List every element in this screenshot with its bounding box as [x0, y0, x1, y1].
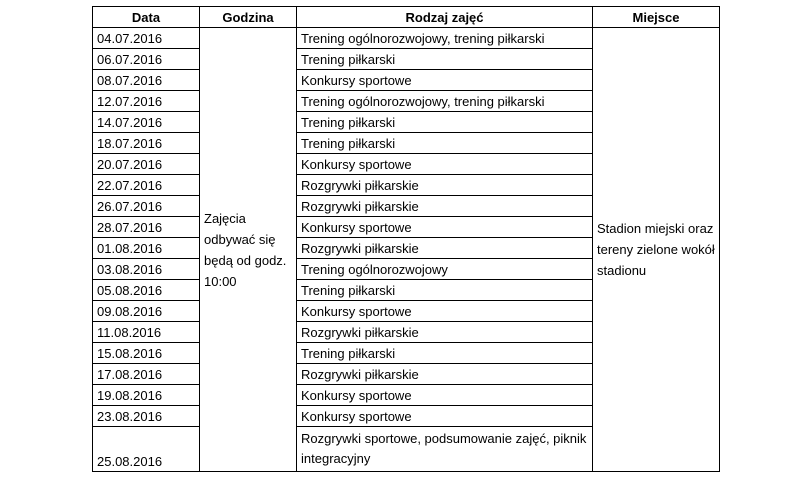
date-cell: 08.07.2016	[93, 70, 200, 91]
header-row	[93, 7, 720, 28]
activity-type-cell: Rozgrywki piłkarskie	[297, 175, 593, 196]
date-cell: 14.07.2016	[93, 112, 200, 133]
activity-type-cell: Rozgrywki piłkarskie	[297, 322, 593, 343]
activity-type-cell: Trening ogólnorozwojowy, trening piłkarski	[297, 91, 593, 112]
activity-type-cell: Konkursy sportowe	[297, 217, 593, 238]
activity-type-cell: Trening ogólnorozwojowy, trening piłkarski	[297, 28, 593, 49]
place-cell: Stadion miejski oraz tereny zielone wokół stadionu	[593, 28, 720, 472]
activity-type-cell: Trening piłkarski	[297, 112, 593, 133]
date-cell: 18.07.2016	[93, 133, 200, 154]
date-cell: 06.07.2016	[93, 49, 200, 70]
activity-type-cell: Trening ogólnorozwojowy	[297, 259, 593, 280]
header-place: Miejsce	[593, 7, 720, 28]
date-cell: 23.08.2016	[93, 406, 200, 427]
date-cell: 22.07.2016	[93, 175, 200, 196]
date-cell: 01.08.2016	[93, 238, 200, 259]
date-cell: 05.08.2016	[93, 280, 200, 301]
activity-type-cell: Rozgrywki piłkarskie	[297, 196, 593, 217]
header-date: Data	[93, 7, 200, 28]
activity-type-cell: Konkursy sportowe	[297, 385, 593, 406]
date-cell: 19.08.2016	[93, 385, 200, 406]
activity-type-cell: Trening piłkarski	[297, 49, 593, 70]
header-hour: Godzina	[200, 7, 297, 28]
date-cell: 12.07.2016	[93, 91, 200, 112]
schedule-body	[93, 28, 720, 472]
date-cell: 04.07.2016	[93, 28, 200, 49]
table-row	[93, 28, 720, 49]
schedule-table	[92, 6, 720, 472]
activity-type-cell: Trening piłkarski	[297, 133, 593, 154]
header-type: Rodzaj zajęć	[297, 7, 593, 28]
date-cell: 17.08.2016	[93, 364, 200, 385]
activity-type-cell: Konkursy sportowe	[297, 301, 593, 322]
activity-type-cell: Konkursy sportowe	[297, 406, 593, 427]
activity-type-cell: Trening piłkarski	[297, 343, 593, 364]
date-cell: 11.08.2016	[93, 322, 200, 343]
date-cell: 20.07.2016	[93, 154, 200, 175]
activity-type-cell: Trening piłkarski	[297, 280, 593, 301]
date-cell: 25.08.2016	[93, 427, 200, 472]
activity-type-cell: Rozgrywki piłkarskie	[297, 238, 593, 259]
activity-type-cell: Rozgrywki piłkarskie	[297, 364, 593, 385]
hour-cell: Zajęcia odbywać się będą od godz. 10:00	[200, 28, 297, 472]
date-cell: 09.08.2016	[93, 301, 200, 322]
date-cell: 03.08.2016	[93, 259, 200, 280]
date-cell: 15.08.2016	[93, 343, 200, 364]
date-cell: 26.07.2016	[93, 196, 200, 217]
activity-type-cell: Rozgrywki sportowe, podsumowanie zajęć, piknik integracyjny	[297, 427, 593, 472]
activity-type-cell: Konkursy sportowe	[297, 70, 593, 91]
date-cell: 28.07.2016	[93, 217, 200, 238]
activity-type-cell: Konkursy sportowe	[297, 154, 593, 175]
